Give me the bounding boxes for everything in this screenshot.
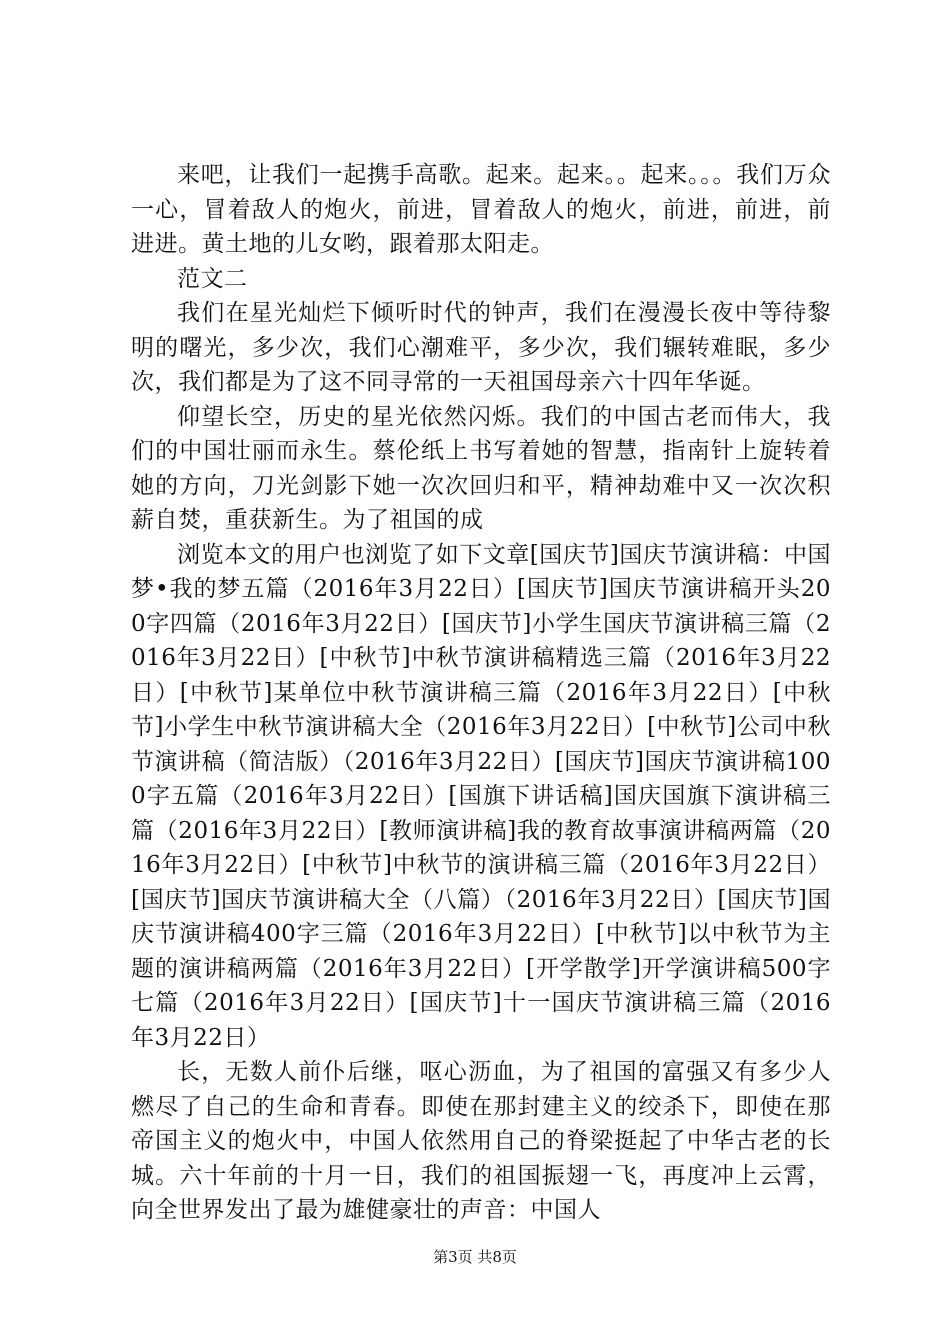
- section-heading-sample-two: 范文二: [177, 265, 248, 292]
- paragraph-starlight: 我们在星光灿烂下倾听时代的钟声，我们在漫漫长夜中等待黎明的曙光，多少次，我们心潮难平，多少次，我们辗转难眠，多少次，我们都是为了这不同寻常的一天祖国母亲六十四年华诞。: [131, 300, 831, 395]
- paragraph-closing-song: 来吧，让我们一起携手高歌。起来。起来。。起来。。。我们万众一心，冒着敌人的炮火，前进，冒着敌人的炮火，前进，前进，前进进。黄土地的儿女哟，跟着那太阳走。: [131, 162, 831, 257]
- document-body: [131, 158, 831, 1228]
- paragraph-continuation: 长，无数人前仆后继，呕心沥血，为了祖国的富强又有多少人燃尽了自己的生命和青春。即使在那封建主义的绞杀下，即使在那帝国主义的炮火中，中国人依然用自己的脊梁挺起了中华古老的长城。六十年前的十月一日，我们的祖国振翅一飞，再度冲上云霄，向全世界发出了最为雄健豪壮的声音：中国人: [131, 1059, 831, 1223]
- paragraph-history: 仰望长空，历史的星光依然闪烁。我们的中国古老而伟大，我们的中国壮丽而永生。蔡伦纸上书写着她的智慧，指南针上旋转着她的方向，刀光剑影下她一次次回归和平，精神劫难中又一次次积薪自焚，重获新生。为了祖国的成: [131, 403, 831, 533]
- related-articles-paragraph: 浏览本文的用户也浏览了如下文章[国庆节]国庆节演讲稿：中国梦•我的梦五篇（2016年3月22日）[国庆节]国庆节演讲稿开头200字四篇（2016年3月22日）[国庆节]小学生国庆节演讲稿三篇（2016年3月22日）[中秋节]中秋节演讲稿精选三篇（2016年3月22日）[中秋节]某单位中秋节演讲稿三篇（2016年3月22日）[中秋节]小学生中秋节演讲稿大全（2016年3月22日）[中秋节]公司中秋节演讲稿（简洁版）（2016年3月22日）[国庆节]国庆节演讲稿1000字五篇（2016年3月22日）[国旗下讲话稿]国庆国旗下演讲稿三篇（2016年3月22日）[教师演讲稿]我的教育故事演讲稿两篇（2016年3月22日）[中秋节]中秋节的演讲稿三篇（2016年3月22日）[国庆节]国庆节演讲稿大全（八篇）（2016年3月22日）[国庆节]国庆节演讲稿400字三篇（2016年3月22日）[中秋节]以中秋节为主题的演讲稿两篇（2016年3月22日）[开学散学]开学演讲稿500字七篇（2016年3月22日）[国庆节]十一国庆节演讲稿三篇（2016年3月22日）: [131, 541, 831, 1051]
- page-number-footer: 第3页 共8页: [433, 1248, 517, 1266]
